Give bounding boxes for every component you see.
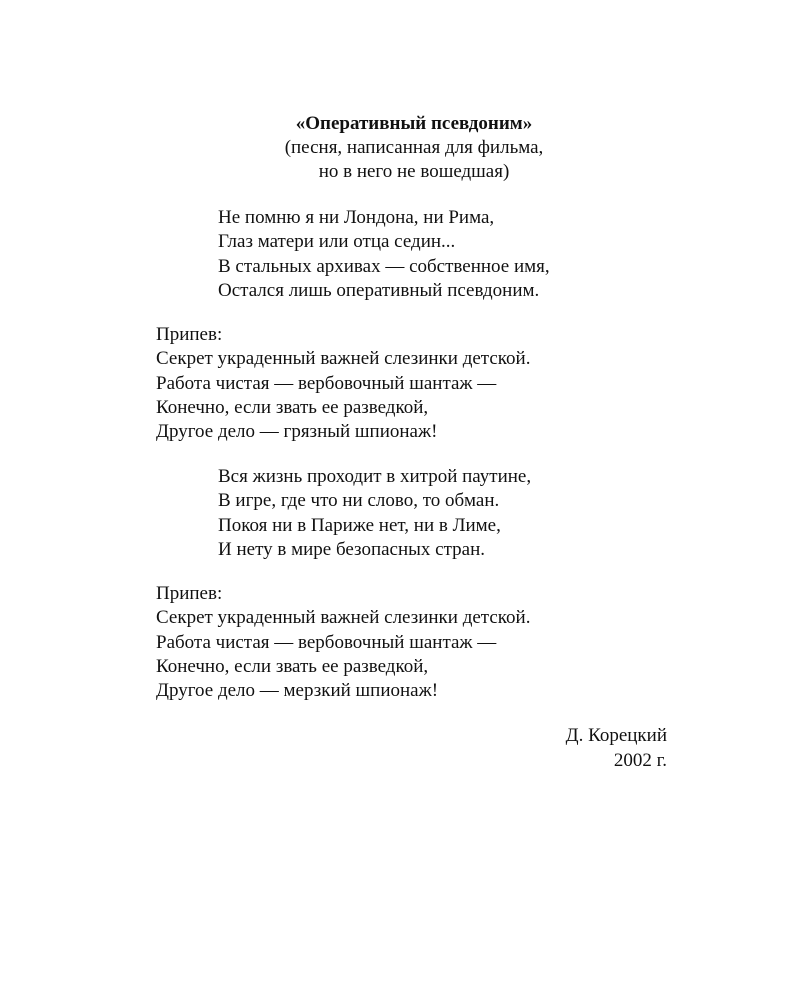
verse-line: Остался лишь оперативный псевдоним.: [218, 279, 540, 301]
chorus-line: Конечно, если звать ее разведкой,: [156, 655, 429, 677]
verse-line: В игре, где что ни слово, то обман.: [218, 490, 500, 512]
chorus-line: Работа чистая — вербовочный шантаж —: [156, 372, 497, 394]
chorus-line: Другое дело — мерзкий шпионаж!: [156, 680, 439, 702]
signature: [566, 724, 667, 773]
author-name: Д. Корецкий: [565, 725, 667, 746]
verse-line: Глаз матери или отца седин...: [218, 231, 456, 253]
chorus-line: Другое дело — грязный шпионаж!: [156, 421, 438, 443]
subtitle-line: но в него не вошедшая): [318, 161, 510, 182]
song-subtitle: [14, 136, 800, 184]
chorus-label: Припев:: [156, 324, 223, 345]
verse-line: Не помню я ни Лондона, ни Рима,: [218, 207, 495, 228]
chorus-1: [156, 323, 530, 444]
chorus-line: Секрет украденный важней слезинки детской.: [156, 607, 531, 629]
subtitle-line: (песня, написанная для фильма,: [284, 137, 544, 158]
chorus-2: [156, 582, 530, 703]
chorus-line: Конечно, если звать ее разведкой,: [156, 396, 429, 418]
verse-2: [218, 465, 531, 562]
year: 2002 г.: [613, 749, 667, 771]
song-title: «Оперативный псевдоним»: [295, 113, 533, 134]
verse-line: Вся жизнь проходит в хитрой паутине,: [218, 466, 532, 487]
verse-1: [218, 206, 550, 303]
chorus-line: Работа чистая — вербовочный шантаж —: [156, 631, 497, 653]
verse-line: В стальных архивах — собственное имя,: [218, 255, 550, 277]
verse-line: И нету в мире безопасных стран.: [218, 538, 485, 560]
chorus-line: Секрет украденный важней слезинки детской.: [156, 348, 531, 370]
chorus-label: Припев:: [156, 583, 223, 604]
verse-line: Покоя ни в Париже нет, ни в Лиме,: [218, 514, 501, 536]
